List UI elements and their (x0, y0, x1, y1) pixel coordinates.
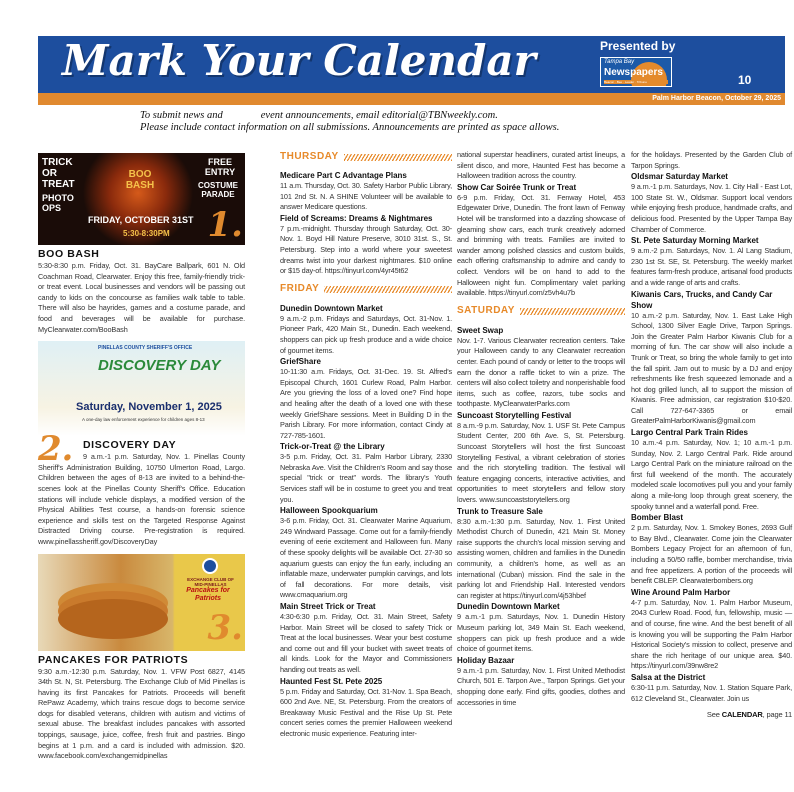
event-body: 10-11:30 a.m. Fridays, Oct. 31-Dec. 19. St. Alfred's Episcopal Church, 1601 Curlew Road, Palm Harbor. Are you grieving the loss of a loved one? Find hope and healing after the death of a loved one with these weekly GriefShare sessions. Meet in Building D in the Parish Library. For more information, contact Cindy at 727-785-1601. (280, 367, 452, 440)
event-title: Bomber Blast (631, 513, 684, 523)
image-text: FRIDAY, OCTOBER 31ST (88, 215, 194, 225)
feature-title: PANCAKES FOR PATRIOTS (38, 653, 189, 666)
event-body: 9 a.m.-1 p.m. Saturdays, Nov. 1. Dunedin History Museum parking lot, 349 Main St. Each weekend, shoppers can pick up fresh produce and a wide choice of gourmet items. (457, 612, 625, 654)
intro-line1b: event announcements, email editorial@TBNweekly.com. (260, 110, 498, 121)
listings-column-2 (457, 150, 625, 708)
event-body: 10 a.m.-2 p.m. Saturday, Nov. 1. East Lake High School, 1300 Silver Eagle Drive, Tarpon Springs. Join the Greater Palm Harbor Kiwanis Club for a morning of fun. The car show will also include a Trunk or Treat, so bring the whole family to get into the fall spirit. Jam out to music by a DJ and enjoy refreshments like fresh squeezed lemonade and a hot dog grilled lunch, all to support the mission of Kiwanis. Free admission, car registration $10-$20. Call 727-647-3365 or email GreaterPalmHarborKiwanis@gmail.com (631, 310, 792, 426)
boo-bash-image (38, 153, 245, 245)
logo-top: Tampa Bay (604, 59, 635, 65)
section-title: THURSDAY (280, 150, 339, 162)
event-body: 4-7 p.m. Saturday, Nov. 1. Palm Harbor Museum, 2043 Curlew Road. Food, fun, fellowship, music — and of course, fine wine. And the best benefit of all is knowing you will be supporting the Palm Harbor Historical Society's mission to collect, preserve and share the rich heritage of our unique area. $40. https://tinyurl.com/39nw8re2 (631, 597, 792, 671)
feature-body: 9 a.m.-1 p.m. Saturday, Nov. 1. Pinellas County Sheriff's Administration Building, 10750 Ulmerton Road, Largo. Children between the ages of 8-13 are invited to a behind-the-scenes look at the Pinellas County Sheriff's Office. Education stations will include vehicle displays, a modified version of the Physical Abilities Test course, a hands-on forensic science experience and skills test on the Targeted Response Against Distracted Driving course. Pre-registration is required. www.pinellassheriff.gov/DiscoveryDay (38, 452, 245, 546)
event-body: 10 a.m.-4 p.m. Saturday, Nov. 1; 10 a.m.-1 p.m. Sunday, Nov. 2. Largo Central Park. Ride around Largo Central Park on the miniature railroad on the first full weekend of the month. The accurately modeled scale locomotives pull you and your family along a mile-long loop through great scenery, the spooky tunnel and a waterfall pond. Free. (631, 438, 792, 511)
logo-name: Newspapers (604, 67, 663, 78)
event-listing (631, 672, 792, 704)
hatch-rule (324, 286, 452, 293)
continued-link[interactable] (631, 710, 792, 721)
event-title: Haunted Fest St. Pete 2025 (280, 676, 383, 686)
discovery-day-image (38, 341, 245, 436)
image-text: TRICK OR TREAT (42, 157, 75, 190)
event-body: Nov. 1-7. Various Clearwater recreation centers. Take your Halloween candy to any Clearwater recreation center. Each pound of candy or letter to the troops will earn the donor a raffle ticket to win a prize. The centers will also collect toiletry and nonperishable food items, such as coffee, razors, tube socks and toothpaste. MyClearwaterParks.com (457, 335, 625, 409)
event-title: Trick-or-Treat @ the Library (280, 442, 385, 452)
event-listing (280, 303, 452, 356)
event-listing (631, 587, 792, 672)
event-title: Dunedin Downtown Market (457, 602, 560, 612)
tampa-bay-newspapers-logo (600, 57, 672, 87)
image-text: EXCHANGE CLUB OF MID-PINELLAS (187, 576, 234, 587)
event-listing (280, 601, 452, 676)
event-listing (457, 506, 625, 602)
event-body: 9 a.m.-1 p.m. Saturday, Nov. 1. First United Methodist Church, 501 E. Tarpon Ave., Tarpon Springs. Get your shopping done early. Find gifts, goodies, clothes and accessories in time (457, 665, 625, 707)
event-body: for the holidays. Presented by the Garden Club of Tarpon Springs. (631, 150, 792, 170)
event-body: 8 a.m.-9 p.m. Saturday, Nov. 1. USF St. Pete Campus Student Center, 200 6th Ave. S, St. Petersburg. Suncoast Storytellers will host the first Suncoast Storytelling Festival, a vibrant celebration of stories and the rich storytelling tradition. The festival will feature engaging concerts, interactive activities, and opportunities to meet storytellers and fellow story lovers. www.suncoaststorytellers.org (457, 420, 625, 505)
event-body: 6:30-11 p.m. Saturday, Nov. 1. Station Square Park, 612 Cleveland St., Clearwater. Join us (631, 682, 792, 703)
event-listing (457, 655, 625, 708)
listings-column-3 (631, 150, 792, 721)
feature-title: DISCOVERY DAY (83, 439, 177, 452)
logo-sub: Beacon · Bee · Leader · Tribune (604, 80, 668, 84)
feature-body: 9:30 a.m.-12:30 p.m. Saturday, Nov. 1. VFW Post 6827, 4145 34th St. N, St. Petersburg. The Exchange Club of Mid Pinellas is having its first Pancakes for Patriots. Proceeds will benefit RePawz Academy, which trains rescue dogs to become service dogs for disabled veterans, children with autism and victims of sexual abuse. The breakfast includes pancakes with assorted toppings, sausage, juice, coffee, fresh fruit and pastries. Bingo begins at 1 p.m. and a card is included with admission. $20. www.facebook.com/exchangemidpinellas (38, 666, 245, 761)
event-listing (631, 235, 792, 288)
event-title: Field of Screams: Dreams & Nightmares (280, 213, 433, 223)
section-header (280, 150, 452, 164)
event-body: 4:30-6:30 p.m. Friday, Oct. 31. Main Street, Safety Harbor. Main Street will be closed to safety Trick or Treat at the local businesses. Wear your best costume and come out and fill your bucket with sweet treats of all kinds. Look for the Mayor and Commissioners handing out treats as well. (280, 612, 452, 674)
image-text: Pancakes for Patriots (186, 586, 230, 602)
page-title: Mark Your Calendar (62, 36, 536, 85)
event-listing (280, 356, 452, 441)
intro-line1a: To submit news and (140, 110, 223, 121)
event-body: 9 a.m.-1 p.m. Saturdays, Nov. 1. City Hall - East Lot, 100 State St. W., Oldsmar. Support local vendors while enjoying fresh produce, handmade crafts, and delicious food. Presented by the Upper Tampa Bay Chamber of Commerce. (631, 182, 792, 234)
event-body: 5 p.m. Friday and Saturday, Oct. 31-Nov. 1. Spa Beach, 600 2nd Ave. NE, St. Petersburg. From the creators of Breakaway Music Festival and the Rise Up St. Pete concert series comes the premier Halloween weekend electronic music experience. Featuring inter- (280, 686, 452, 738)
listings-column-1 (280, 150, 452, 740)
dateline: Palm Harbor Beacon, October 29, 2025 (652, 95, 781, 102)
event-body: 8:30 a.m.-1:30 p.m. Saturday, Nov. 1. First United Methodist Church of Dunedin, 421 Main St. Money raise supports the church's local mission serving and assisting women, children and families in the Dunedin community, a children's home, as well as an international (Cuban) mission. Find the sale in the parking lot and Friendship Hall. Interested vendors can register at https://tinyurl.com/4j53hbef (457, 516, 625, 600)
event-title: Medicare Part C Advantage Plans (280, 171, 407, 180)
event-body: 2 p.m. Saturday, Nov. 1. Smokey Bones, 2693 Gulf to Bay Blvd., Clearwater. Come join the Clearwater Bombers Legacy Project for an afternoon of fun, including a 50/50 raffle, bomber merchandise, trivia and free appetizers. A portion of the proceeds will benefit CBLEP. Clearwaterbombers.org (631, 523, 792, 586)
intro-text (140, 110, 559, 134)
event-listing (280, 170, 452, 213)
pancakes-image (38, 554, 245, 651)
event-title: Sweet Swap (457, 325, 504, 335)
event-title: Suncoast Storytelling Festival (457, 410, 572, 420)
event-title: Trunk to Treasure Sale (457, 506, 543, 516)
club-seal-icon (202, 558, 218, 574)
image-text: FREE ENTRY (204, 157, 236, 177)
page-number: 10 (738, 73, 752, 87)
event-title: Wine Around Palm Harbor (631, 587, 731, 597)
event-listing (280, 505, 452, 601)
event-title: Oldsmar Saturday Market (631, 172, 728, 182)
intro-line2: Please include contact information on all submissions. Announcements are printed as space allows. (140, 122, 560, 133)
feature-number: 1. (207, 205, 243, 245)
event-listing (280, 213, 452, 277)
event-title: Halloween Spookquarium (280, 506, 378, 516)
continued-text (631, 150, 792, 171)
event-title: Main Street Trick or Treat (280, 602, 376, 611)
section-header (280, 283, 452, 297)
image-text: PHOTO OPS (42, 193, 74, 213)
event-listing (457, 410, 625, 506)
event-listing (631, 289, 792, 428)
feature-body: 5:30-8:30 p.m. Friday, Oct. 31. BayCare Ballpark, 601 N. Old Coachman Road, Clearwater. Enjoy this free, family-friendly trick-or treat event. Local businesses and vendors will be passing out candy to kids on the concourse as families walk table to table. There will also be hayrides, games and a costume parade, and food and beverages will be available for purchase. MyClearwater.com/BooBash (38, 261, 245, 334)
feature-pancakes (38, 554, 245, 762)
feature-discovery-day (38, 341, 245, 547)
image-text: A one-day law enforcement experience for children ages 8-13 (82, 417, 205, 423)
event-body: 3-6 p.m. Friday, Oct. 31. Clearwater Marine Aquarium, 249 Windward Passage. Come out for a family-friendly evening of eerie excitement and Halloween fun. Many of these spooky delights will be available Oct. 27-30 so aquarium guests can enjoy the fun early, including an inflatable maze, underwater pumpkin carvings, and lots of fall decorations. For more details, visit www.cmaquarium.org (280, 516, 452, 600)
event-title: St. Pete Saturday Morning Market (631, 236, 759, 246)
event-title: Dunedin Downtown Market (280, 303, 383, 313)
event-listing (631, 171, 792, 235)
event-listing (280, 676, 452, 740)
event-listing (631, 512, 792, 587)
event-body: 9 a.m.-2 p.m. Saturdays, Nov. 1. Al Lang Stadium, 230 1st St. SE, St. Petersburg. The weekly market features farm-fresh produce, artisanal food products and a wide range of arts and crafts. (631, 246, 792, 287)
event-title: Largo Central Park Train Rides (631, 428, 748, 438)
image-text: Saturday, November 1, 2025 (76, 401, 222, 414)
event-body: 6-9 p.m. Friday, Oct. 31. Fenway Hotel, 453 Edgewater Drive, Dunedin. The front lawn of Fenway Hotel will be transformed into a dazzling showcase of gleaming show cars, each trunk creatively adorned and brimming with treats. Families are invited to wander among polished classics and custom builds, each offering craftsmanship to admire and candy to collect. Vendors will be on hand to add to the Halloween night fun. Complimentary valet parking available. https://tinyurl.com/z5vh4u7b (457, 192, 625, 298)
pancake-stack (58, 599, 168, 639)
footer-see: See (706, 710, 720, 720)
event-body: 11 a.m. Thursday, Oct. 30. Safety Harbor Public Library, 101 2nd St. N. A SHINE Volunteer will be available to answer Medicare questions. (280, 181, 452, 212)
event-body: national superstar headliners, curated artist lineups, a silent disco, and more, Haunted Fest has become a Halloween tradition across the country. (457, 150, 625, 181)
footer-page: , page 11 (762, 710, 792, 720)
event-title: GriefShare (280, 357, 321, 367)
event-listing (457, 182, 625, 299)
featured-events (38, 153, 245, 768)
event-listing (457, 601, 625, 654)
event-body: 7 p.m.-midnight. Thursday through Saturday, Oct. 30-Nov. 1. Boyd Hill Nature Preserve, 3010 31st. S., St. Petersburg. Step into a world where your sweetest dreams twist into your darkest nightmares. $10 online or $15 day-of. https://tinyurl.com/4yr45t62 (280, 223, 452, 276)
feature-number: 2. (38, 429, 74, 470)
image-text: PINELLAS COUNTY SHERIFF'S OFFICE (98, 345, 193, 352)
image-text: BOO BASH (125, 169, 155, 191)
section-title: SATURDAY (457, 305, 515, 317)
event-title: Salsa at the District (631, 672, 706, 682)
event-listing (631, 427, 792, 512)
image-text: COSTUME PARADE (198, 181, 238, 199)
presented-by: Presented by (600, 39, 676, 53)
event-listing (457, 325, 625, 410)
hatch-rule (520, 308, 625, 315)
image-text: 5:30-8:30PM (123, 229, 170, 238)
footer-calendar: CALENDAR (721, 710, 763, 720)
feature-title: BOO BASH (38, 248, 100, 260)
feature-boo-bash (38, 153, 245, 335)
feature-number: 3. (207, 607, 243, 648)
event-body: 9 a.m.-2 p.m. Fridays and Saturdays, Oct. 31-Nov. 1. Pioneer Park, 420 Main St., Dunedin. Each weekend, shoppers can pick up fresh produce and a wide choice of gourmet items. (280, 313, 452, 355)
hatch-rule (344, 154, 452, 161)
event-title: Kiwanis Cars, Trucks, and Candy Car Show (631, 289, 773, 310)
continued-text (457, 150, 625, 182)
event-body: 3-5 p.m. Friday, Oct. 31. Palm Harbor Library, 2330 Nebraska Ave. Visit the Children's Room and say those special "trick or treat" words. The library's Youth Services staff will be in costume to greet you and treat you. (280, 452, 452, 504)
event-listing (280, 441, 452, 505)
section-header (457, 305, 625, 319)
section-title: FRIDAY (280, 283, 320, 295)
event-title: Show Car Soirée Trunk or Treat (457, 182, 577, 192)
event-title: Holiday Bazaar (457, 655, 515, 665)
image-text: DISCOVERY DAY (98, 357, 221, 375)
